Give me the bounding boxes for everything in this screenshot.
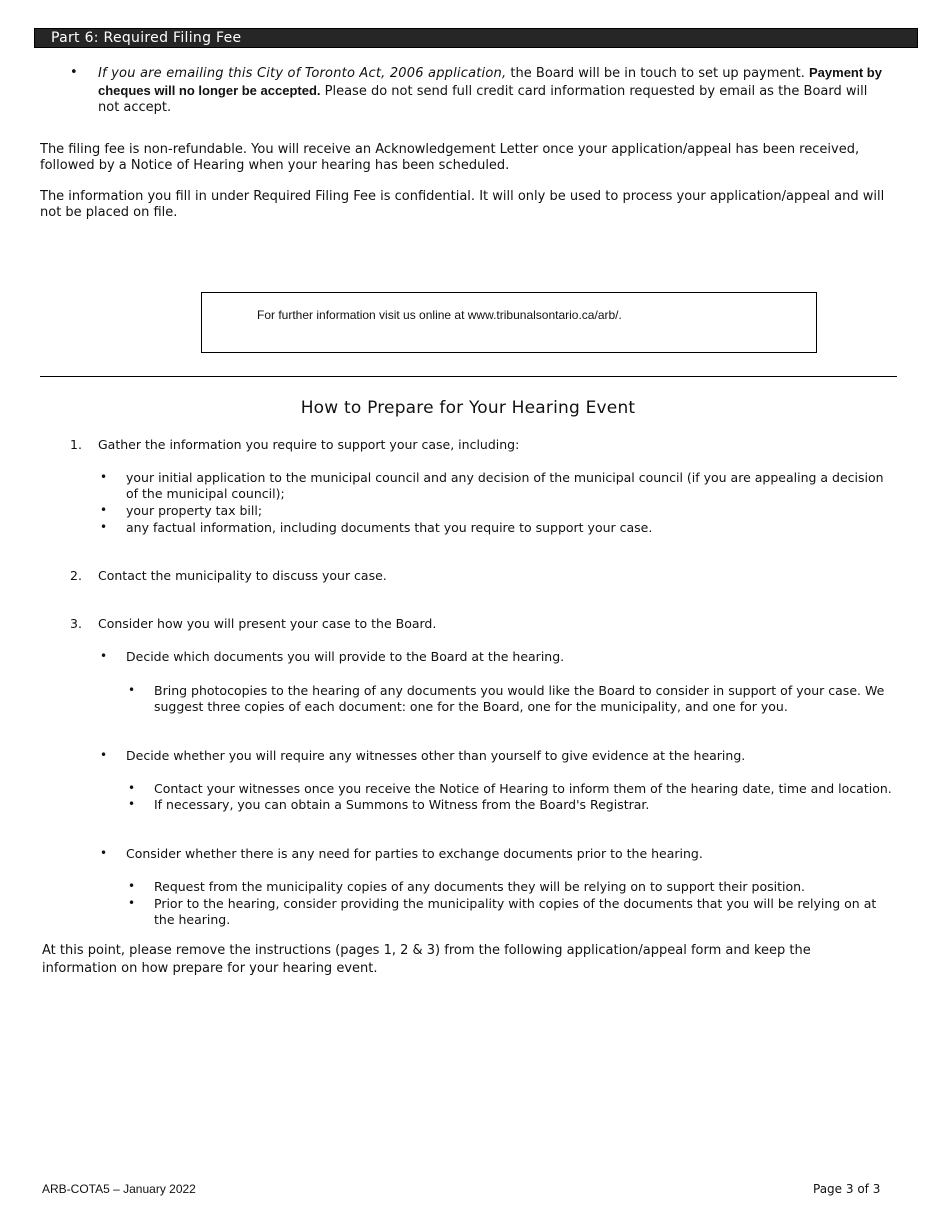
prepare-heading: How to Prepare for Your Hearing Event (300, 398, 636, 418)
footer-form-id: ARB-COTA5 – January 2022 (42, 1182, 196, 1196)
step-3-number: 3. (70, 616, 82, 631)
step-1-text: Gather the information you require to support your case, including: (98, 437, 520, 452)
confidential-paragraph: The information you fill in under Required Filing Fee is confidential. It will only be used to process your application/appeal and will not be placed on file. (40, 189, 885, 220)
payment-bold: Payment by cheques will no longer be accepted. (98, 65, 882, 98)
footer-page-number: Page 3 of 3 (813, 1182, 881, 1196)
step-3-sub-1-bullet: Bring photocopies to the hearing of any documents you would like the Board to consider in support of your case. We suggest three copies of each document: one for the Board, one for the municipality, and one for you. (154, 683, 885, 714)
step-3-sub-2-bullet: If necessary, you can obtain a Summons to Witness from the Board's Registrar. (154, 797, 650, 812)
bullet-dot: • (128, 797, 136, 811)
step-1-number: 1. (70, 437, 82, 452)
filing-fee-paragraph: The filing fee is non-refundable. You will receive an Acknowledgement Letter once your application/appeal has been received, followed by a Notice of Hearing when your hearing has been scheduled. (40, 142, 860, 173)
bullet-dot: • (128, 683, 136, 697)
payment-text-2: Please do not send full credit card information requested by email as the Board will not accept. (98, 83, 868, 115)
bullet-dot: • (128, 879, 136, 893)
bullet-dot: • (70, 65, 78, 80)
info-box-text: For further information visit us online at www.tribunalsontario.ca/arb/. (257, 308, 622, 322)
bullet-dot: • (128, 781, 136, 795)
bullet-dot: • (100, 649, 108, 663)
bullet-dot: • (128, 896, 136, 910)
payment-text-1: the Board will be in touch to set up payment. (506, 66, 809, 81)
section-header-part6: Part 6: Required Filing Fee (34, 28, 918, 48)
payment-bullet (70, 65, 890, 117)
info-box (201, 292, 817, 353)
step-3-sub-1-text: Decide which documents you will provide to the Board at the hearing. (126, 649, 565, 664)
step-1-bullet: your initial application to the municipal council and any decision of the municipal council (if you are appealing a decision of the municipal council); (126, 470, 884, 501)
step-3-sub-2-bullet: Contact your witnesses once you receive the Notice of Hearing to inform them of the hearing date, time and location. (154, 781, 892, 796)
step-3-text: Consider how you will present your case to the Board. (98, 616, 437, 631)
step-2-text: Contact the municipality to discuss your case. (98, 568, 387, 583)
payment-italic: If you are emailing this City of Toronto Act, 2006 application, (98, 66, 507, 81)
step-3-sub-3-text: Consider whether there is any need for parties to exchange documents prior to the hearing. (126, 846, 703, 861)
divider (40, 376, 897, 377)
step-1-bullet: any factual information, including documents that you require to support your case. (126, 520, 653, 535)
step-3-sub-2-text: Decide whether you will require any witnesses other than yourself to give evidence at the hearing. (126, 748, 746, 763)
bullet-dot: • (100, 846, 108, 860)
payment-bullet-text (98, 65, 890, 117)
bullet-dot: • (100, 520, 108, 534)
step-3-sub-3-bullet: Request from the municipality copies of any documents they will be relying on to support their position. (154, 879, 806, 894)
bullet-dot: • (100, 503, 108, 517)
step-2-number: 2. (70, 568, 82, 583)
step-1-bullet: your property tax bill; (126, 503, 263, 518)
bullet-dot: • (100, 470, 108, 484)
bullet-dot: • (100, 748, 108, 762)
closing-paragraph: At this point, please remove the instructions (pages 1, 2 & 3) from the following application/appeal form and keep the information on how prepare for your hearing event. (42, 943, 811, 976)
step-3-sub-3-bullet: Prior to the hearing, consider providing the municipality with copies of the documents that you will be relying on at the hearing. (154, 896, 877, 927)
